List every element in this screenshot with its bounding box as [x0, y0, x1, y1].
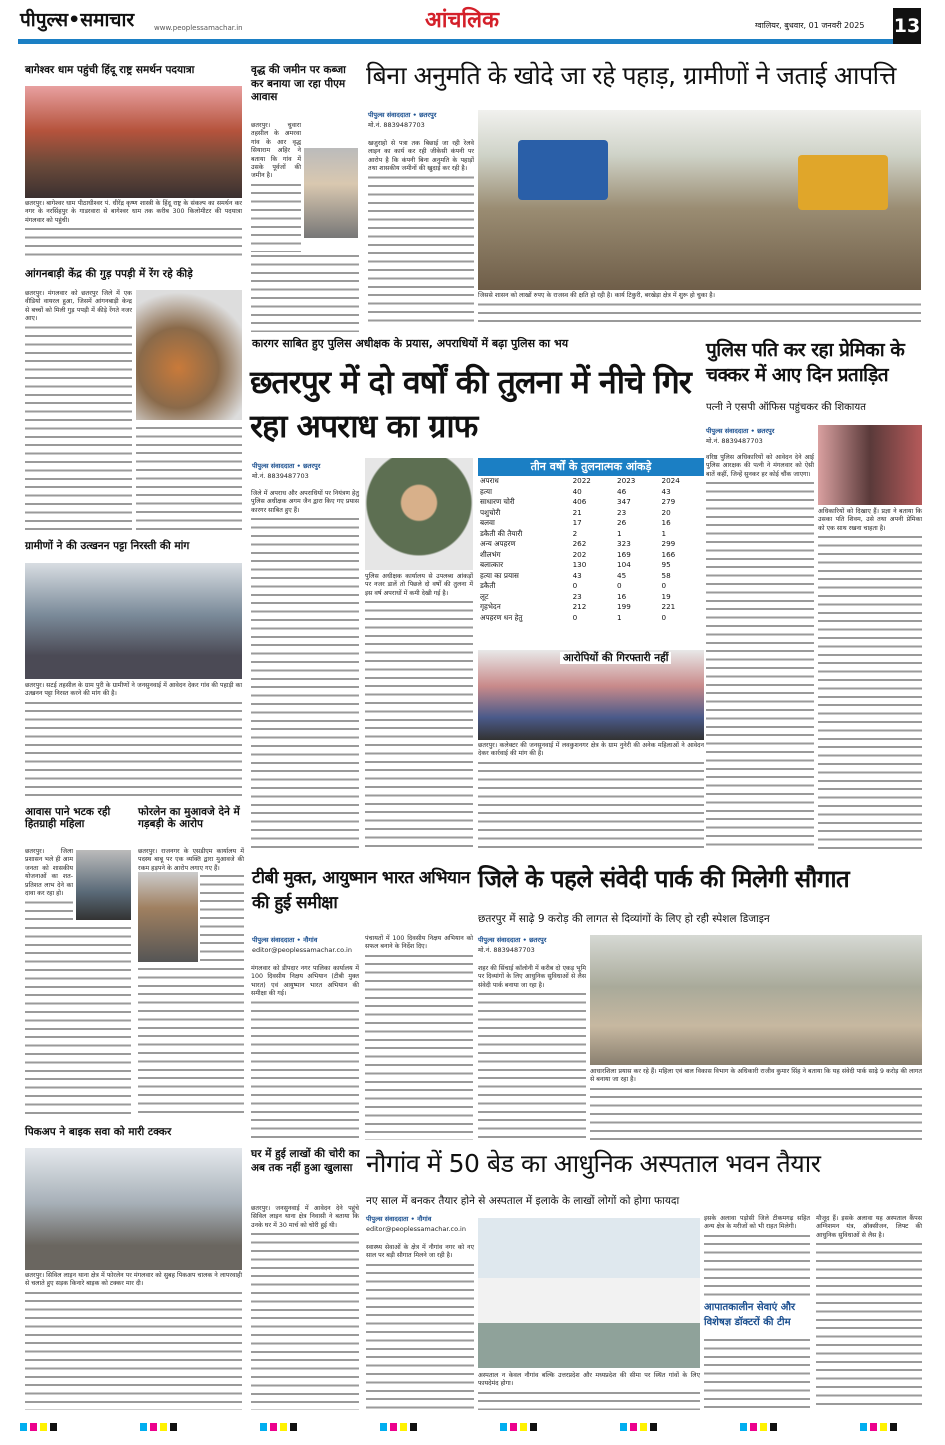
article-body: इसके अलावा पड़ोसी जिले टीकमगढ़ सहित अन्य क्षेत्र के मरीजों को भी राहत मिलेगी।	[704, 1215, 810, 1297]
article-body: छतरपुर। जिला प्रशासन भले ही आम जनता को शासकीय योजनाओं का शत-प्रतिशत लाभ देने का दावा कर रहा हो।	[25, 848, 73, 922]
subheadline: नए साल में बनकर तैयार होने से अस्पताल में इलाके के लाखों लोगों को होगा फायदा	[366, 1195, 680, 1207]
masthead-logo[interactable]: पीपुल्स•समाचार	[20, 9, 135, 31]
table-row	[478, 497, 704, 508]
table-cell-value: 104	[617, 560, 631, 569]
table-row	[478, 613, 704, 624]
headline: वृद्ध की जमीन पर कब्जा कर बनाया जा रहा पीएम आवास	[251, 64, 346, 104]
byline: पीपुल्स संवाददाता • नौगांव editor@peoplessamachar.co.in	[252, 936, 352, 954]
table-row	[478, 508, 704, 519]
subheadline: छतरपुर में साढ़े 9 करोड़ की लागत से दिव्यांगों के लिए हो रही स्पेशल डिजाइन	[478, 913, 770, 925]
headline: टीबी मुक्त, आयुष्मान भारत अभियान की हुई समीक्षा	[252, 868, 470, 913]
table-cell-value: 95	[661, 560, 671, 569]
article-body: छतरपुर। बागेश्वर धाम पीठाधीश्वर पं. धीरेंद्र कृष्ण शास्त्री के हिंदू राष्ट्र के संकल्प का समर्थन कर नगर के नरसिंहपुर के गाडरवारा से बागेश्वर धाम तक करीब 300 किलोमीटर की पदयात्रा मंगलवार को पहुंची।	[25, 200, 242, 262]
article-body	[138, 965, 244, 1116]
table-row	[478, 539, 704, 550]
table-cell-value: 406	[572, 497, 587, 506]
table-cell-value: 166	[661, 549, 676, 559]
table-cell-value: 262	[572, 539, 587, 548]
table-cell-value: 16	[617, 591, 627, 601]
article-body	[704, 1336, 810, 1410]
table-cell-crime: गृहभेदन	[480, 602, 501, 611]
article-body: खजुराहो से पत्रा तक बिछाई जा रही रेलवे लाइन का कार्य कर रही जीकेसी कंपनी पर आरोप है कि कंपनी बिना अनुमति के पहाड़ों तथा शासकीय जमीनों की खुदाई कर रही है।	[368, 140, 474, 328]
article-body: शहर की सिंचाई कॉलोनी में करीब दो एकड़ भूमि पर दिव्यांगों के लिए आधुनिक सुविधाओं से लैस संवेदी पार्क बनाया जा रहा है।	[478, 965, 586, 1140]
table-row	[478, 550, 704, 561]
table-cell-value: 0	[617, 581, 622, 590]
table-cell-value: 16	[661, 518, 671, 527]
table-row	[478, 560, 704, 571]
table-row	[478, 581, 704, 592]
article-body: छतरपुर। सटई तहसील के ग्राम पुरी के ग्रामीणों ने जनसुनवाई में आवेदन देकर गांव की पहाड़ी का उत्खनन पट्टा निरस्त करने की मांग की है।	[25, 682, 242, 800]
article-body: जिले में अपराध और अपराधियों पर नियंत्रण हेतु पुलिस अधीक्षक अगम जैन द्वारा किए गए प्रयास कारगर साबित हुए हैं।	[251, 490, 359, 850]
sp-portrait-photo	[365, 458, 473, 570]
couple-photo	[818, 425, 922, 505]
article-body	[25, 924, 131, 1116]
article-body: छतरपुर। कलेक्टर की जनसुनवाई में लवकुशनगर क्षेत्र के ग्राम नुनेरी की अनेक महिलाओं ने आवेदन देकर कार्रवाई की मांग की है।	[478, 742, 704, 850]
byline: पीपुल्स संवाददाता • छतरपुर मो.नं. 8839487703	[368, 111, 437, 129]
article-body: जिससे शासन को लाखों रुपए के राजस्व की क्षति हो रही है। कार्य टिकुरी, बरखेड़ा क्षेत्र में शुरू हो चुका है।	[478, 292, 921, 328]
col-header: 2024	[661, 476, 680, 485]
table-cell-crime: डकैती की तैयारी	[480, 528, 523, 538]
hospital-building-photo	[478, 1218, 700, 1368]
headline: जिले के पहले संवेदी पार्क की मिलेगी सौगात	[478, 865, 850, 893]
park-construction-photo	[590, 935, 922, 1065]
article-body: छतरपुर। सिविल लाइन थाना क्षेत्र में फोरलेन पर मंगलवार को सुबह पिकअप चालक ने लापरवाही से चलाते हुए सड़क किनारे बाइक को टक्कर मार दी।	[25, 1272, 242, 1410]
table-row	[478, 602, 704, 613]
article-body: पुलिस अधीक्षक कार्यालय से उपलब्ध आंकड़ों पर नजर डालें तो पिछले दो वर्षों की तुलना में इस वर्ष अपराधों में कमी देखी गई है।	[365, 573, 473, 850]
table-cell-value: 1	[617, 612, 622, 622]
table-row	[478, 571, 704, 582]
masthead-rule	[18, 39, 893, 44]
subheadline: पत्नी ने एसपी ऑफिस पहुंचकर की शिकायत	[706, 402, 866, 413]
woman-photo	[76, 850, 131, 920]
headline: नौगांव में 50 बेड का आधुनिक अस्पताल भवन तैयार	[366, 1149, 821, 1178]
headline: आवास पाने भटक रही हितग्राही महिला	[25, 806, 111, 831]
table-cell-value: 23	[617, 507, 627, 517]
masthead-website[interactable]: www.peoplessamachar.in	[154, 24, 243, 32]
stats-table	[478, 476, 704, 623]
headline: घर में हुई लाखों की चोरी का अब तक नहीं हुआ खुलासा	[251, 1148, 360, 1175]
accident-photo	[25, 1148, 242, 1270]
byline: पीपुल्स संवाददाता • छतरपुर मो.नं. 8839487703	[706, 427, 775, 445]
table-row	[478, 529, 704, 540]
subheadline: आपातकालीन सेवाएं और विशेषज्ञ डॉक्टरों की टीम	[704, 1302, 796, 1328]
table-cell-crime: हत्या	[480, 486, 492, 496]
table-cell-value: 0	[572, 612, 578, 622]
article-body	[251, 252, 359, 332]
col-header: 2023	[617, 476, 636, 485]
crime-stats-table	[478, 458, 704, 644]
article-body: अस्पताल न केवल नौगांव बल्कि उत्तरप्रदेश और मध्यप्रदेश की सीमा पर स्थित गांवों के लिए फायदेमंद होगा।	[478, 1372, 700, 1410]
table-cell-value: 347	[617, 497, 631, 506]
table-cell-value: 17	[572, 518, 582, 527]
excavator	[518, 140, 608, 200]
print-registration-marks	[20, 1423, 925, 1431]
table-cell-value: 43	[661, 486, 671, 496]
article-body: वरिष्ठ पुलिस अधिकारियों को आवेदन देने आई पुलिस आरक्षक की पत्नी ने मंगलवार को ऐसी बातें कहीं, जिन्हें सुनकर हर कोई चौंक जाएगा।	[706, 454, 814, 850]
table-cell-value: 20	[661, 507, 671, 517]
table-cell-value: 58	[661, 570, 671, 580]
article-body: अधिकारियों को दिखाए हैं। प्रज्ञा ने बताया कि उसका पति शिवम, उसे तथा अपनी प्रेमिका को एक साथ रखना चाहता है।	[818, 508, 922, 850]
villagers-photo	[25, 563, 242, 679]
top-headline: बिना अनुमति के खोदे जा रहे पहाड़, ग्रामीणों ने जताई आपत्ति	[366, 61, 896, 90]
table-cell-value: 0	[572, 581, 578, 590]
kicker: कारगर साबित हुए पुलिस अधीक्षक के प्रयास, अपराधियों में बढ़ा पुलिस का भय	[252, 337, 569, 350]
headline: पुलिस पति कर रहा प्रेमिका के चक्कर में आए दिन प्रताड़ित	[706, 339, 905, 386]
rally-photo	[25, 86, 242, 198]
table-cell-value: 45	[617, 570, 627, 580]
table-row	[478, 518, 704, 529]
headline: ग्रामीणों ने की उत्खनन पट्टा निरस्ती की मांग	[25, 540, 190, 552]
table-cell-value: 0	[661, 581, 667, 590]
table-cell-value: 130	[572, 560, 587, 569]
crime-headline: छतरपुर में दो वर्षों की तुलना में नीचे गिर रहा अपराध का ग्राफ	[250, 363, 691, 445]
headline: पिकअप ने बाइक सवा को मारी टक्कर	[25, 1126, 172, 1138]
byline: पीपुल्स संवाददाता • नौगांव editor@peoplessamachar.co.in	[366, 1215, 466, 1233]
article-body: छतरपुर। राजनगर के एसडीएम कार्यालय में पदस्थ बाबू पर एक व्यक्ति द्वारा मुआवजे की रकम हड़पने के आरोप लगाए गए हैं।	[138, 848, 244, 872]
table-cell-value: 2	[572, 528, 578, 538]
headline: आंगनबाड़ी केंद्र की गुड़ पपड़ी में रेंग रहे कीड़े	[25, 268, 193, 280]
col-header: अपराध	[480, 476, 499, 485]
table-cell-value: 1	[617, 528, 622, 538]
table-cell-value: 46	[617, 486, 627, 496]
table-cell-crime: लूट	[480, 591, 489, 601]
article-body: छतरपुर। जनसुनवाई में आवेदन देने पहुंचे सिविल लाइन थाना क्षेत्र निवासी ने बताया कि उनके घर में 30 मार्च को चोरी हुई थी।	[251, 1205, 359, 1410]
table-title: तीन वर्षों के तुलनात्मक आंकड़े	[478, 458, 704, 476]
article-body: छतरपुर। मंगलवार को छतरपुर जिले में एक वीडियो वायरल हुआ, जिसमें आंगनबाड़ी केन्द्र से बच्चों को मिली गुड़ पपड़ी में कीड़े रेंगते नजर आए।	[25, 290, 132, 530]
table-cell-value: 199	[617, 602, 631, 611]
table-cell-crime: बलात्कार	[480, 560, 504, 569]
table-cell-value: 299	[661, 539, 676, 548]
article-body: मंगलवार को डीपदार नगर पालिका कार्यालय में 100 दिवसीय निक्षय अभियान (टीबी मुक्त भारत) एवं आयुष्मान भारत अभियान की समीक्षा की गई।	[251, 965, 359, 1140]
food-packet-photo	[136, 290, 242, 420]
col-header: 2022	[572, 476, 591, 485]
article-body: स्वास्थ्य सेवाओं के क्षेत्र में नौगांव नगर को नए साल पर बड़ी सौगात मिलने जा रही है।	[366, 1244, 474, 1410]
byline: पीपुल्स संवाददाता • छतरपुर मो.नं. 8839487703	[478, 936, 547, 954]
dateline: ग्वालियर, बुधवार, 01 जनवरी 2025	[755, 21, 865, 30]
headline: फोरलेन का मुआवजे देने में गड़बड़ी के आरोप	[138, 806, 240, 831]
table-cell-value: 169	[617, 549, 631, 559]
article-body: छतरपुर। चुवारा तहसील के अमरवा गांव के आर वृद्ध सियाराम अहिर ने बताया कि गांव में उसके पूर्वजों की जमीन है।	[251, 122, 301, 252]
table-cell-value: 221	[661, 602, 676, 611]
table-cell-value: 43	[572, 570, 582, 580]
table-cell-value: 26	[617, 518, 627, 527]
excavation-photo	[478, 110, 921, 290]
table-cell-value: 0	[661, 612, 667, 622]
article-body: मौजूद हैं। इसके अलावा यह अस्पताल कैंपस अग्निशमन यंत्र, ऑक्सीजन, लिफ्ट की आधुनिक सुविधाओं से लैस है।	[816, 1215, 922, 1410]
article-body: पंचायतों में 100 दिवसीय निक्षय अभियान को सफल बनाने के निर्देश दिए।	[365, 935, 473, 1140]
table-cell-value: 323	[617, 539, 631, 548]
byline: पीपुल्स संवाददाता • छतरपुर मो.नं. 8839487703	[252, 462, 321, 480]
man-photo	[138, 872, 198, 962]
table-cell-crime: डकैती	[480, 581, 496, 590]
article-body: आधारशिला प्रयास कर रहे हैं। महिला एवं बाल विकास विभाग के अधिकारी राजीव कुमार सिंह ने बताया कि यह संवेदी पार्क साढ़े 9 करोड़ की लागत से बनाया जा रहा है।	[590, 1068, 922, 1140]
table-cell-crime: अपहरण धन हेतु	[480, 612, 523, 622]
table-cell-value: 23	[572, 591, 582, 601]
table-cell-value: 40	[572, 486, 582, 496]
table-cell-value: 19	[661, 591, 671, 601]
table-cell-crime: बलवा	[480, 518, 495, 527]
table-row	[478, 592, 704, 603]
table-cell-crime: साधारण चोरी	[480, 497, 515, 506]
table-cell-crime: शीलभंग	[480, 549, 501, 559]
table-cell-value: 21	[572, 507, 582, 517]
article-body	[136, 424, 242, 530]
table-header-row	[478, 476, 704, 487]
article-body	[200, 872, 244, 962]
excavator	[798, 155, 888, 210]
subheadline: आरोपियों की गिरफ्तारी नहीं	[560, 652, 671, 664]
table-cell-crime: अन्य अपहरण	[480, 539, 516, 548]
headline: बागेश्वर धाम पहुंची हिंदू राष्ट्र समर्थन पदयात्रा	[25, 64, 195, 76]
table-cell-value: 1	[661, 528, 667, 538]
table-cell-value: 202	[572, 549, 587, 559]
table-cell-value: 279	[661, 497, 676, 506]
table-row	[478, 487, 704, 498]
table-cell-crime: हत्या का प्रयास	[480, 570, 519, 580]
section-title: आंचलिक	[425, 8, 499, 33]
table-cell-value: 212	[572, 602, 587, 611]
old-man-photo	[304, 148, 358, 238]
page-number: 13	[893, 8, 921, 44]
table-cell-crime: पशुचोरी	[480, 507, 501, 517]
